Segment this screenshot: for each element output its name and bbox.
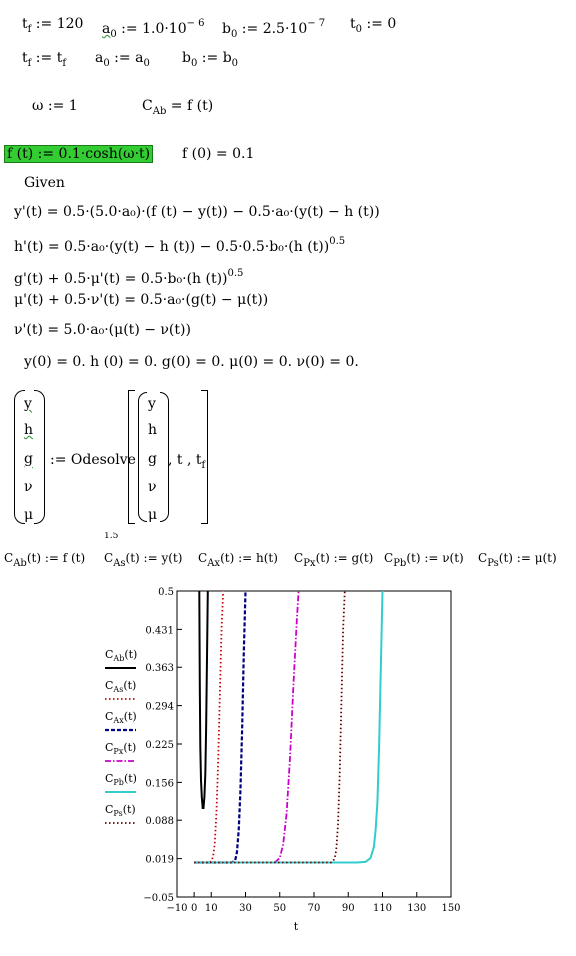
- args-left-bracket: [128, 390, 135, 524]
- equation-g-exponent: 0.5: [227, 268, 244, 279]
- y-tick-label: 0.156: [145, 778, 174, 790]
- alias-cax[interactable]: [198, 550, 278, 572]
- y-tick-label: 0.363: [145, 663, 174, 675]
- alias-cab[interactable]: [4, 550, 85, 572]
- arg-var-h[interactable]: h: [148, 422, 158, 438]
- legend-label-2: $C_{Ax}(t)$: [105, 710, 137, 725]
- lhs-var-h[interactable]: h: [24, 422, 34, 438]
- cut-off-text: 1.5: [104, 532, 119, 539]
- equation-h[interactable]: [14, 234, 345, 255]
- plot-frame: [177, 591, 451, 897]
- initial-conditions[interactable]: y(0) = 0. h (0) = 0. g(0) = 0. μ(0) = 0. ν(0) = 0.: [24, 354, 359, 370]
- def-b0-alias[interactable]: $b_0$ := $b_0$: [182, 50, 239, 69]
- x-tick-label: −10: [166, 903, 188, 914]
- x-tick-label: 50: [273, 903, 287, 914]
- x-tick-label: 30: [239, 903, 252, 914]
- alias-cas[interactable]: [104, 550, 182, 572]
- omega-value: 1: [68, 98, 78, 114]
- f-def-value: 0.1·cosh(ω·t): [58, 146, 151, 162]
- args-tail-text: , t , t: [168, 452, 202, 468]
- alias-cpx-rhs: (t) := g(t): [315, 551, 374, 565]
- args-right-bracket: [201, 390, 208, 524]
- equation-h-body: h'(t) = 0.5·a₀·(y(t) − h (t)) − 0.5·0.5·b₀·(h (t)): [14, 239, 330, 255]
- b0-value: 2.5·10: [262, 21, 308, 37]
- def-a0[interactable]: $a_0$ := $1.0\cdot 10^{- 6}$: [102, 18, 205, 40]
- alias-cpx[interactable]: [294, 550, 373, 572]
- legend-label-1: $C_{As}(t)$: [105, 679, 137, 694]
- alias-cpb-name: C: [384, 551, 394, 565]
- alias-cas-sub: As: [113, 558, 126, 569]
- equation-y[interactable]: y'(t) = 0.5·(5.0·a₀)·(f (t) − y(t)) − 0.5·a₀·(y(t) − h (t)): [14, 204, 380, 220]
- x-tick-label: 110: [372, 903, 393, 914]
- arg-var-nu[interactable]: ν: [148, 479, 157, 495]
- equation-g-body: g'(t) + 0.5·μ'(t) = 0.5·b₀·(h (t)): [14, 271, 228, 287]
- x-tick-label: 90: [341, 903, 355, 914]
- alias-cax-name: C: [198, 551, 208, 565]
- legend-label-3: $C_{Px}(t)$: [105, 741, 137, 756]
- alias-cpx-sub: Px: [303, 558, 316, 569]
- y-tick-label: 0.431: [145, 625, 174, 637]
- def-a0-alias[interactable]: $a_0$ := $a_0$: [95, 50, 150, 69]
- alias-cps-sub: Ps: [487, 558, 499, 569]
- equation-nu[interactable]: ν'(t) = 5.0·a₀·(μ(t) − ν(t)): [14, 322, 191, 338]
- arg-var-g[interactable]: g: [148, 451, 157, 467]
- alias-cpx-name: C: [294, 551, 304, 565]
- y-tick-label: 0.5: [158, 587, 174, 598]
- equation-mu[interactable]: μ'(t) + 0.5·ν'(t) = 0.5·a₀·(g(t) − μ(t)): [14, 292, 269, 308]
- def-cab[interactable]: $C_{Ab} = f$ (t): [142, 98, 214, 117]
- def-tf-alias[interactable]: $t_f$ := $t_f$: [22, 50, 67, 69]
- x-axis-label: t: [293, 920, 299, 933]
- equation-h-exponent: 0.5: [329, 236, 346, 247]
- tf-value: 120: [56, 16, 84, 32]
- x-tick-label: 0: [190, 903, 198, 914]
- alias-cab-sub: Ab: [13, 558, 27, 569]
- alias-cpb-sub: Pb: [393, 558, 407, 569]
- legend-label-5: $C_{Ps}(t)$: [105, 803, 136, 818]
- legend-label-0: $C_{Ab}(t)$: [105, 648, 138, 663]
- a0-value: 1.0·10: [142, 21, 187, 37]
- y-tick-label: 0.225: [145, 740, 174, 751]
- y-tick-label: 0.294: [145, 701, 174, 713]
- legend-label-4: $C_{Pb}(t)$: [105, 772, 137, 787]
- lhs-var-nu[interactable]: ν: [24, 479, 33, 495]
- alias-cpb-rhs: (t) := ν(t): [406, 551, 464, 565]
- lhs-var-g[interactable]: g: [24, 451, 33, 467]
- alias-cas-name: C: [104, 551, 114, 565]
- x-tick-label: 10: [204, 903, 218, 914]
- y-tick-label: −0.05: [143, 893, 174, 904]
- line-plot[interactable]: [0, 570, 576, 952]
- a0-exponent: − 6: [186, 18, 205, 29]
- alias-cab-rhs: (t) := f (t): [26, 551, 86, 565]
- def-tf[interactable]: $t_f$ := 120: [22, 16, 84, 35]
- t0-value: 0: [387, 16, 397, 32]
- args-tail-sub: f: [201, 460, 206, 471]
- def-omega[interactable]: ω := 1: [32, 98, 78, 114]
- odesolve-call[interactable]: := Odesolve: [50, 452, 136, 468]
- x-tick-label: 150: [441, 903, 461, 914]
- given-label: Given: [24, 175, 65, 191]
- equation-g[interactable]: [14, 266, 243, 287]
- x-tick-label: 70: [307, 903, 321, 914]
- alias-cax-sub: Ax: [207, 558, 221, 569]
- arg-var-y[interactable]: y: [148, 396, 156, 412]
- alias-cps[interactable]: [478, 550, 557, 572]
- alias-cps-name: C: [478, 551, 488, 565]
- def-b0[interactable]: $b_0$ := $2.5\cdot 10^{- 7}$: [222, 18, 326, 40]
- args-left-paren: [138, 392, 147, 522]
- lhs-var-y[interactable]: y: [24, 396, 32, 412]
- y-tick-label: 0.019: [145, 854, 174, 866]
- lhs-var-mu[interactable]: μ: [24, 507, 34, 523]
- cab-def-value: f (t): [186, 98, 214, 114]
- alias-cpb[interactable]: [384, 550, 464, 572]
- def-f-highlighted[interactable]: f (t) := 0.1·cosh(ω·t): [4, 145, 153, 163]
- b0-exponent: − 7: [307, 18, 326, 29]
- lhs-right-paren: [34, 390, 45, 524]
- arg-var-mu[interactable]: μ: [148, 507, 158, 523]
- alias-cab-name: C: [4, 551, 14, 565]
- odesolve-args-tail[interactable]: [168, 452, 205, 474]
- f0-eval[interactable]: f (0) = 0.1: [182, 146, 255, 162]
- def-t0[interactable]: $t_0$ := 0: [350, 16, 397, 35]
- x-tick-label: 130: [407, 903, 427, 914]
- alias-cas-rhs: (t) := y(t): [125, 551, 183, 565]
- alias-cps-rhs: (t) := μ(t): [498, 551, 557, 565]
- plot-region[interactable]: [0, 570, 576, 952]
- alias-cax-rhs: (t) := h(t): [220, 551, 278, 565]
- y-tick-label: 0.088: [145, 816, 174, 828]
